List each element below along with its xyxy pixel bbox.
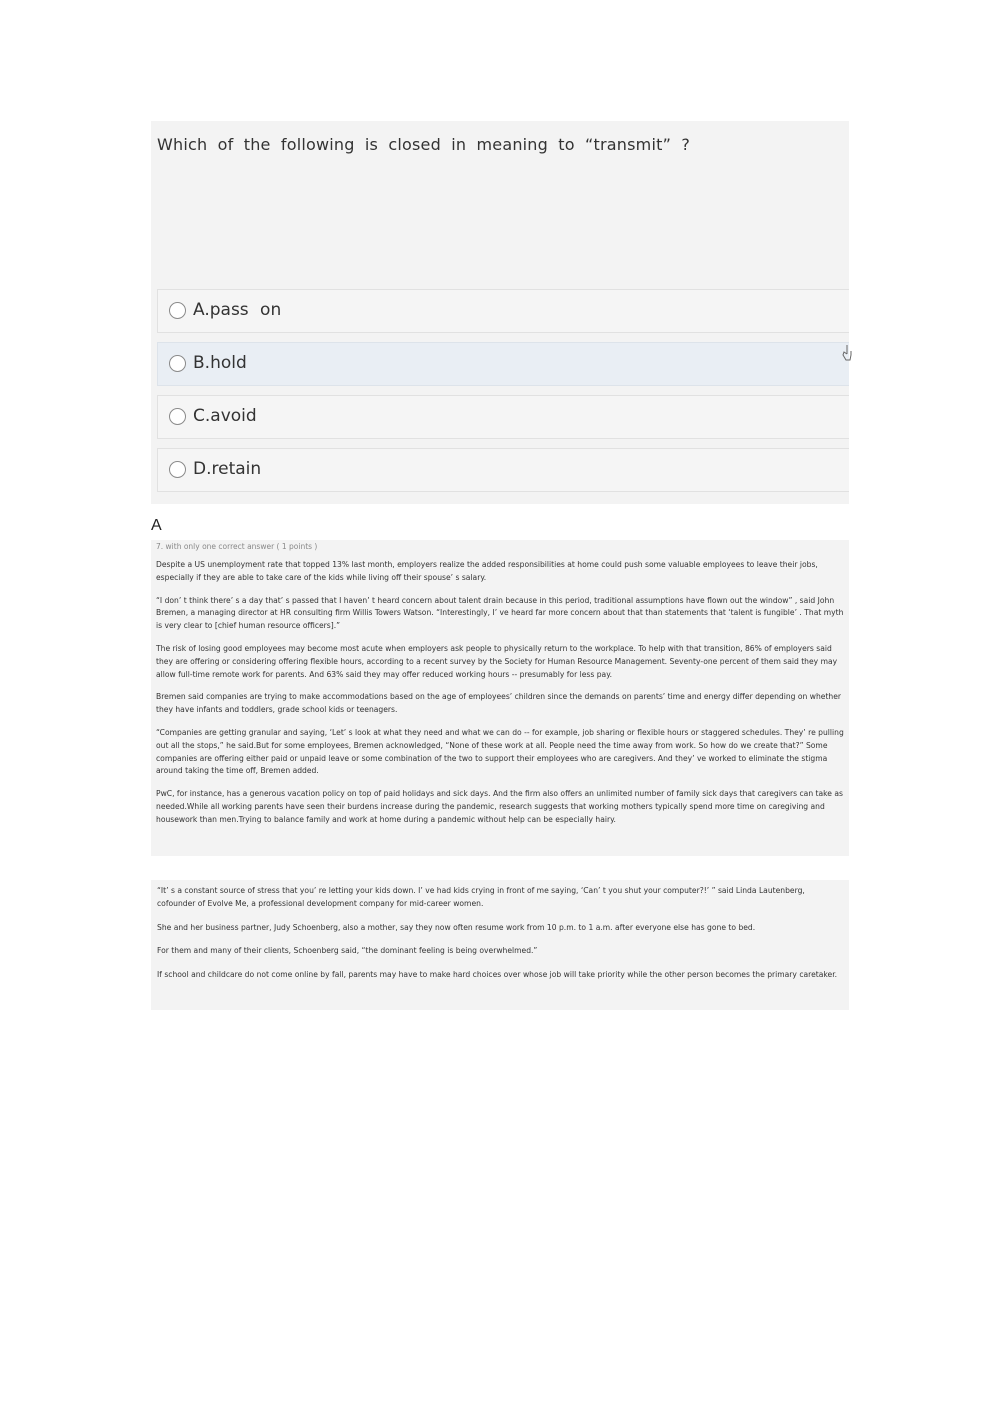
- radio-button-b[interactable]: [169, 355, 186, 372]
- passage-panel: [151, 540, 849, 856]
- question-meta: 7. with only one correct answer ( 1 points ): [156, 542, 318, 551]
- passage-paragraph: “Companies are getting granular and saying, ‘Let’ s look at what they need and what we can do -- for example, job sharing or flexible hours or staggered schedules. They’ re pulling out all the stops,” he said.But for some employees, Bremen acknowledged, “None of these work at all. People need the time away from work. So how do we create that?” Some companies are offering either paid or unpaid leave or some combination of the two to support their employees who are caregivers. And they’ ve worked to eliminate the stigma around taking the time off, Bremen added.: [156, 727, 844, 776]
- option-a[interactable]: [157, 289, 849, 333]
- radio-button-d[interactable]: [169, 461, 186, 478]
- passage-paragraph: If school and childcare do not come online by fall, parents may have to make hard choices over whose job will take priority while the other person becomes the primary caretaker.: [157, 970, 838, 980]
- passage-paragraph: PwC, for instance, has a generous vacation policy on top of paid holidays and sick days. And the firm also offers an unlimited number of family sick days that caregivers can take as needed.While all working parents have seen their burdens increase during the pandemic, research suggests that working mothers typically spend more time on caregiving and housework than men.Trying to balance family and work at home during a pandemic without help can be especially hairy.: [156, 789, 843, 824]
- passage-paragraph: The risk of losing good employees may become most acute when employers ask people to physically return to the workplace. To help with that transition, 86% of employers said they are offering or considering offering flexible hours, according to a recent survey by the Society for Human Resource Management. Seventy-one percent of them said they may allow full-time remote work for parents. And 63% said they may offer reduced working hours -- presumably for less pay.: [156, 643, 838, 679]
- answer-letter: A: [151, 517, 162, 534]
- passage-paragraph: For them and many of their clients, Schoenberg said, “the dominant feeling is being overwhelmed.”: [157, 946, 538, 956]
- radio-button-a[interactable]: [169, 302, 186, 319]
- hand-cursor-icon: [839, 343, 853, 365]
- question-text: Which of the following is closed in meaning to “transmit” ?: [157, 135, 691, 154]
- option-c[interactable]: [157, 395, 849, 439]
- option-b[interactable]: [157, 342, 849, 386]
- passage-paragraph: Despite a US unemployment rate that topped 13% last month, employers realize the added responsibilities at home could push some valuable employees to leave their jobs, especially if they are able to take care of the kids while living off their spouse’ s salary.: [156, 560, 818, 582]
- option-b-label: B.hold: [193, 353, 247, 373]
- passage-paragraph: She and her business partner, Judy Schoenberg, also a mother, say they now often resume work from 10 p.m. to 1 a.m. after everyone else has gone to bed.: [157, 922, 756, 932]
- option-d[interactable]: [157, 448, 849, 492]
- question-panel: [151, 121, 849, 504]
- passage-continued-panel: [151, 880, 849, 1010]
- option-a-label: A.pass on: [193, 300, 282, 320]
- option-d-label: D.retain: [193, 459, 262, 479]
- passage-paragraph: “I don’ t think there’ s a day that’ s passed that I haven’ t heard concern about talent drain because in this period, traditional assumptions have flown out the window” , said John Bremen, a managing director at HR consulting firm Willis Towers Watson. “Interestingly, I’ ve heard far more concern about that than statements that ‘talent is fungible’ . That myth is very clear to [chief human resource officers].”: [156, 595, 844, 631]
- radio-button-c[interactable]: [169, 408, 186, 425]
- passage-paragraph: “It’ s a constant source of stress that you’ re letting your kids down. I’ ve had kids crying in front of me saying, ‘Can’ t you shut your computer?!’ ” said Linda Lautenberg, cofounder of Evolve Me, a professional development company for mid-career women.: [157, 886, 805, 908]
- option-c-label: C.avoid: [193, 406, 257, 426]
- passage-paragraph: Bremen said companies are trying to make accommodations based on the age of employees’ children since the demands on parents’ time and energy differ depending on whether they have infants and toddlers, grade school kids or teenagers.: [156, 692, 842, 715]
